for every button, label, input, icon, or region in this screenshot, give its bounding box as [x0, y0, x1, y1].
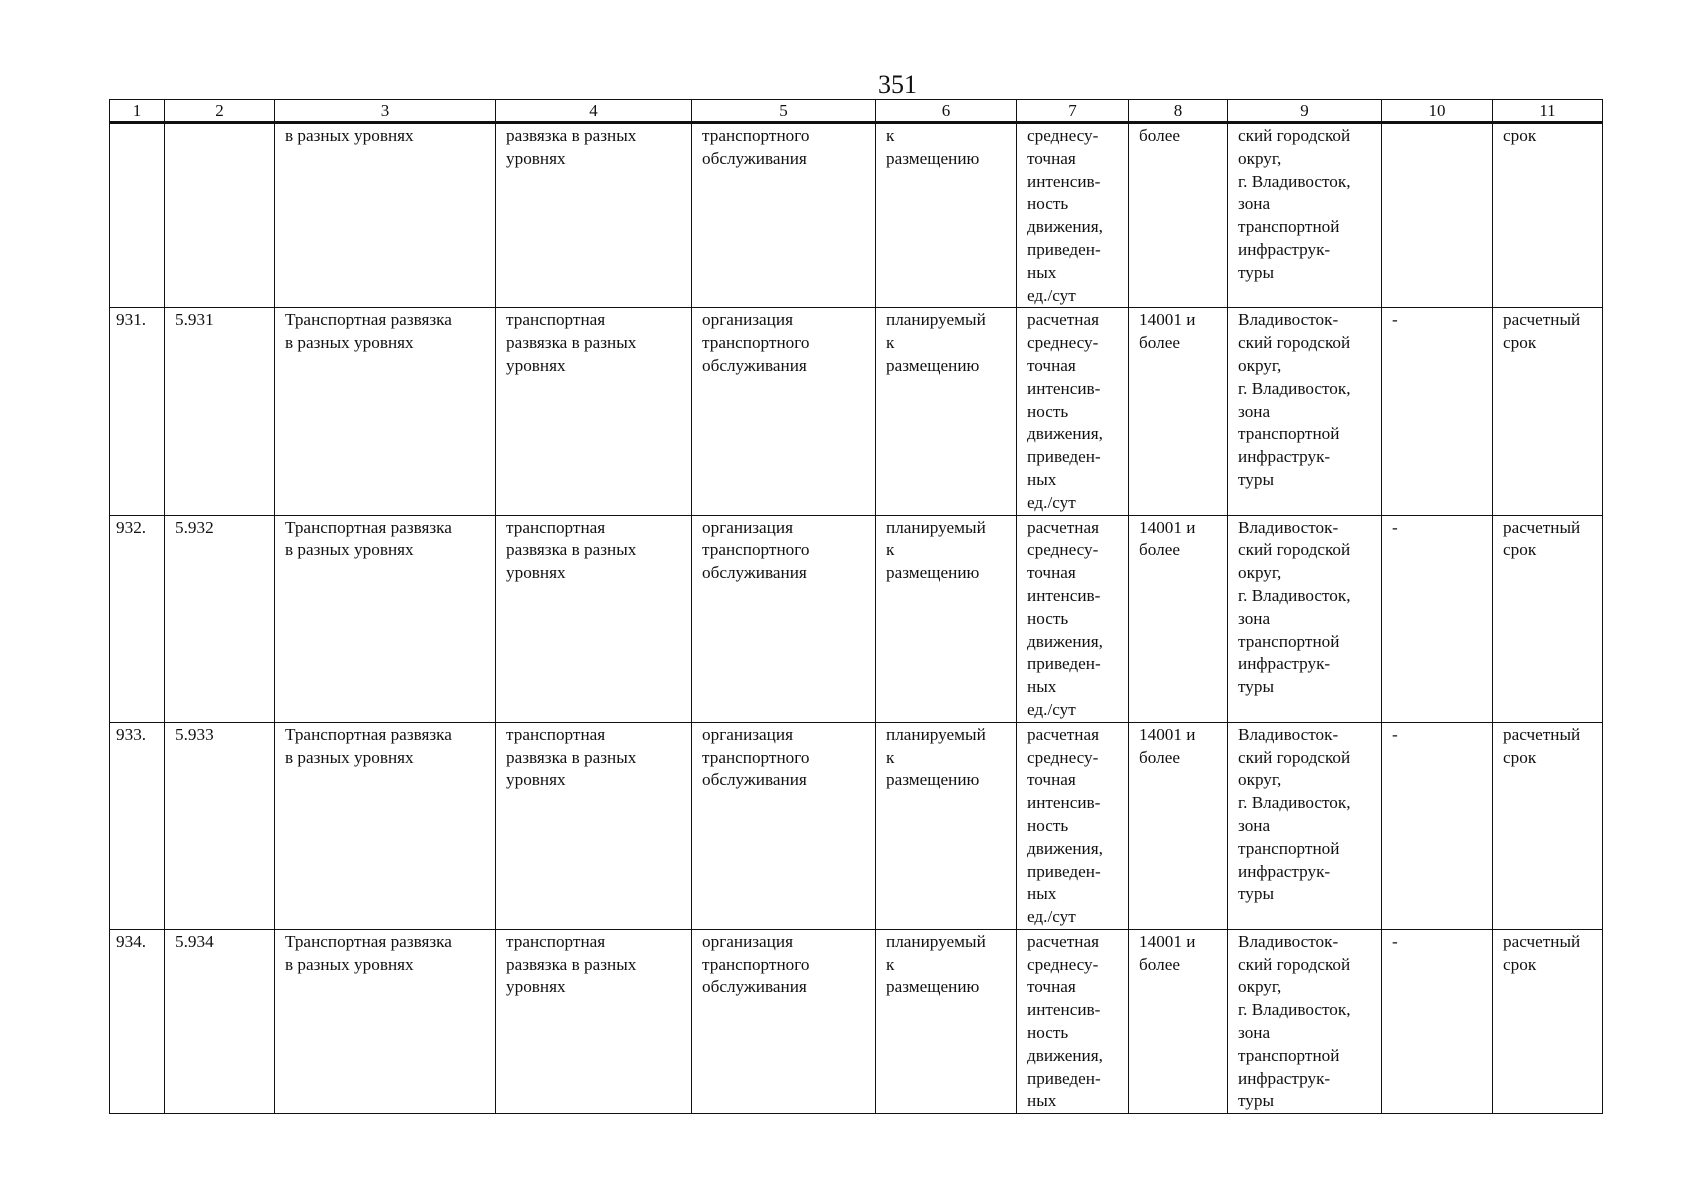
cell-text-line: зона — [1238, 401, 1271, 421]
table-cell-col-3 — [275, 515, 496, 722]
cell-text-line: ность — [1027, 194, 1069, 214]
cell-text-line: развязка в разных — [506, 333, 637, 353]
cell-text-line: ность — [1027, 608, 1069, 628]
table-cell-col-1 — [110, 929, 165, 1113]
cell-text-line: размещению — [886, 977, 980, 997]
cell-text-line: транспортной — [1238, 217, 1340, 237]
cell-text-line: движения, — [1027, 838, 1103, 858]
table-cell-col-8 — [1129, 722, 1228, 929]
cell-text-line: точная — [1027, 770, 1076, 790]
cell-text-line: инфраструк- — [1238, 239, 1331, 259]
table-cell-col-9 — [1228, 929, 1382, 1113]
cell-text-line: 933. — [116, 724, 147, 744]
table-cell-col-4 — [496, 722, 692, 929]
cell-text-line: в разных уровнях — [285, 747, 414, 767]
cell-text-line: движения, — [1027, 631, 1103, 651]
cell-text-line: обслуживания — [702, 563, 807, 583]
cell-text-line: 5.933 — [175, 724, 214, 744]
cell-text-line: расчетная — [1027, 931, 1100, 951]
cell-text-line: ных — [1027, 469, 1057, 489]
cell-text-line: - — [1392, 310, 1398, 330]
cell-text-line: ных — [1027, 677, 1057, 697]
table-cell-col-7 — [1017, 308, 1129, 515]
cell-text-line: интенсив- — [1027, 793, 1101, 813]
cell-text-line: ных — [1027, 1091, 1057, 1111]
cell-text-line: зона — [1238, 815, 1271, 835]
cell-text-line: интенсив- — [1027, 585, 1101, 605]
table-cell-col-4 — [496, 123, 692, 308]
cell-text-line: ский городской — [1238, 954, 1351, 974]
cell-text-line: округ, — [1238, 563, 1282, 583]
table-cell-col-5 — [692, 308, 876, 515]
cell-text-line: к — [886, 333, 895, 353]
table-cell-col-4 — [496, 929, 692, 1113]
table-cell-col-11 — [1493, 123, 1603, 308]
cell-text-line: 14001 и — [1139, 517, 1196, 537]
column-header-10: 10 — [1382, 100, 1493, 123]
table-cell-col-6 — [876, 515, 1017, 722]
cell-text-line: уровнях — [506, 977, 566, 997]
cell-text-line: уровнях — [506, 770, 566, 790]
table-cell-col-7 — [1017, 929, 1129, 1113]
table-cell-col-5 — [692, 123, 876, 308]
cell-text-line: среднесу- — [1027, 126, 1099, 145]
table-row — [110, 722, 1603, 929]
table-cell-col-5 — [692, 722, 876, 929]
cell-text-line: ский городской — [1238, 333, 1351, 353]
cell-text-line: Владивосток- — [1238, 724, 1339, 744]
column-header-8: 8 — [1129, 100, 1228, 123]
cell-text-line: более — [1139, 126, 1180, 145]
column-header-2: 2 — [165, 100, 275, 123]
cell-text-line: ский городской — [1238, 540, 1351, 560]
cell-text-line: обслуживания — [702, 148, 807, 168]
cell-text-line: срок — [1503, 333, 1537, 353]
table-cell-col-11 — [1493, 308, 1603, 515]
cell-text-line: 14001 и — [1139, 310, 1196, 330]
cell-text-line: в разных уровнях — [285, 333, 414, 353]
table-row — [110, 123, 1603, 308]
cell-text-line: - — [1392, 724, 1398, 744]
cell-text-line: приведен- — [1027, 239, 1101, 259]
cell-text-line: инфраструк- — [1238, 861, 1331, 881]
table-cell-col-10 — [1382, 929, 1493, 1113]
table-header — [110, 100, 1603, 123]
table-cell-col-6 — [876, 308, 1017, 515]
cell-text-line: расчетный — [1503, 931, 1581, 951]
cell-text-line: уровнях — [506, 563, 566, 583]
cell-text-line: более — [1139, 540, 1180, 560]
table-cell-col-3 — [275, 722, 496, 929]
cell-text-line: 14001 и — [1139, 724, 1196, 744]
cell-text-line: к — [886, 126, 895, 145]
cell-text-line: г. Владивосток, — [1238, 1000, 1351, 1020]
cell-text-line: точная — [1027, 355, 1076, 375]
column-header-7: 7 — [1017, 100, 1129, 123]
cell-text-line: транспортная — [506, 517, 606, 537]
table-cell-col-7 — [1017, 515, 1129, 722]
table-cell-col-3 — [275, 308, 496, 515]
cell-text-line: планируемый — [886, 724, 986, 744]
cell-text-line: Владивосток- — [1238, 931, 1339, 951]
cell-text-line: транспортного — [702, 540, 810, 560]
cell-text-line: точная — [1027, 148, 1076, 168]
table-cell-col-10 — [1382, 308, 1493, 515]
cell-text-line: приведен- — [1027, 447, 1101, 467]
cell-text-line: уровнях — [506, 355, 566, 375]
cell-text-line: срок — [1503, 747, 1537, 767]
cell-text-line: размещению — [886, 770, 980, 790]
cell-text-line: обслуживания — [702, 770, 807, 790]
table-cell-col-9 — [1228, 722, 1382, 929]
cell-text-line: 5.932 — [175, 517, 214, 537]
cell-text-line: Владивосток- — [1238, 517, 1339, 537]
table-cell-col-11 — [1493, 515, 1603, 722]
table-cell-col-2 — [165, 515, 275, 722]
cell-text-line: среднесу- — [1027, 540, 1099, 560]
table-cell-col-9 — [1228, 515, 1382, 722]
cell-text-line: г. Владивосток, — [1238, 585, 1351, 605]
table-cell-col-2 — [165, 123, 275, 308]
cell-text-line: зона — [1238, 1023, 1271, 1043]
cell-text-line: инфраструк- — [1238, 654, 1331, 674]
cell-text-line: более — [1139, 954, 1180, 974]
table-cell-col-10 — [1382, 515, 1493, 722]
cell-text-line: транспортной — [1238, 631, 1340, 651]
table-row — [110, 515, 1603, 722]
cell-text-line: 5.934 — [175, 931, 214, 951]
cell-text-line: 932. — [116, 517, 147, 537]
cell-text-line: ность — [1027, 815, 1069, 835]
cell-text-line: среднесу- — [1027, 747, 1099, 767]
cell-text-line: транспортная — [506, 931, 606, 951]
cell-text-line: г. Владивосток, — [1238, 378, 1351, 398]
cell-text-line: инфраструк- — [1238, 1068, 1331, 1088]
cell-text-line: среднесу- — [1027, 333, 1099, 353]
cell-text-line: развязка в разных — [506, 126, 637, 145]
cell-text-line: движения, — [1027, 217, 1103, 237]
cell-text-line: Транспортная развязка — [285, 310, 452, 330]
cell-text-line: Транспортная развязка — [285, 931, 452, 951]
cell-text-line: округ, — [1238, 977, 1282, 997]
cell-text-line: расчетная — [1027, 517, 1100, 537]
cell-text-line: Транспортная развязка — [285, 724, 452, 744]
cell-text-line: транспортной — [1238, 1045, 1340, 1065]
cell-text-line: срок — [1503, 540, 1537, 560]
cell-text-line: расчетный — [1503, 724, 1581, 744]
cell-text-line: обслуживания — [702, 977, 807, 997]
cell-text-line: организация — [702, 310, 793, 330]
cell-text-line: обслуживания — [702, 355, 807, 375]
cell-text-line: туры — [1238, 677, 1275, 697]
cell-text-line: транспортная — [506, 310, 606, 330]
page-number: 351 — [878, 70, 917, 99]
cell-text-line: более — [1139, 747, 1180, 767]
table-cell-col-2 — [165, 722, 275, 929]
cell-text-line: транспортного — [702, 954, 810, 974]
cell-text-line: развязка в разных — [506, 954, 637, 974]
table-cell-col-2 — [165, 308, 275, 515]
column-header-1: 1 — [110, 100, 165, 123]
data-table — [109, 99, 1603, 1114]
cell-text-line: организация — [702, 931, 793, 951]
cell-text-line: интенсив- — [1027, 378, 1101, 398]
cell-text-line: транспортного — [702, 333, 810, 353]
column-header-9: 9 — [1228, 100, 1382, 123]
cell-text-line: планируемый — [886, 931, 986, 951]
cell-text-line: ных — [1027, 884, 1057, 904]
cell-text-line: ский городской — [1238, 126, 1351, 145]
cell-text-line: округ, — [1238, 355, 1282, 375]
cell-text-line: зона — [1238, 608, 1271, 628]
table-cell-col-4 — [496, 308, 692, 515]
table-cell-col-3 — [275, 123, 496, 308]
cell-text-line: точная — [1027, 563, 1076, 583]
cell-text-line: в разных уровнях — [285, 954, 414, 974]
cell-text-line: среднесу- — [1027, 954, 1099, 974]
cell-text-line: транспортная — [506, 724, 606, 744]
cell-text-line: зона — [1238, 194, 1271, 214]
cell-text-line: ность — [1027, 401, 1069, 421]
table-cell-col-8 — [1129, 515, 1228, 722]
cell-text-line: 934. — [116, 931, 147, 951]
cell-text-line: расчетная — [1027, 310, 1100, 330]
cell-text-line: расчетный — [1503, 517, 1581, 537]
cell-text-line: уровнях — [506, 148, 566, 168]
cell-text-line: Транспортная развязка — [285, 517, 452, 537]
cell-text-line: к — [886, 540, 895, 560]
cell-text-line: ность — [1027, 1023, 1069, 1043]
cell-text-line: - — [1392, 517, 1398, 537]
table-cell-col-8 — [1129, 123, 1228, 308]
table-cell-col-2 — [165, 929, 275, 1113]
cell-text-line: планируемый — [886, 517, 986, 537]
table-cell-col-3 — [275, 929, 496, 1113]
cell-text-line: к — [886, 954, 895, 974]
cell-text-line: к — [886, 747, 895, 767]
table-cell-col-1 — [110, 308, 165, 515]
table-cell-col-10 — [1382, 722, 1493, 929]
cell-text-line: транспортной — [1238, 838, 1340, 858]
cell-text-line: транспортной — [1238, 424, 1340, 444]
table-cell-col-9 — [1228, 123, 1382, 308]
cell-text-line: 5.931 — [175, 310, 214, 330]
cell-text-line: инфраструк- — [1238, 447, 1331, 467]
cell-text-line: приведен- — [1027, 1068, 1101, 1088]
cell-text-line: приведен- — [1027, 654, 1101, 674]
cell-text-line: г. Владивосток, — [1238, 793, 1351, 813]
cell-text-line: движения, — [1027, 424, 1103, 444]
table-body — [110, 123, 1603, 1114]
table-cell-col-11 — [1493, 722, 1603, 929]
table-cell-col-9 — [1228, 308, 1382, 515]
table-row — [110, 308, 1603, 515]
cell-text-line: ед./сут — [1027, 907, 1076, 927]
table-cell-col-6 — [876, 123, 1017, 308]
cell-text-line: размещению — [886, 148, 980, 168]
table-cell-col-1 — [110, 123, 165, 308]
column-header-5: 5 — [692, 100, 876, 123]
cell-text-line: точная — [1027, 977, 1076, 997]
cell-text-line: срок — [1503, 954, 1537, 974]
table-cell-col-7 — [1017, 123, 1129, 308]
column-header-6: 6 — [876, 100, 1017, 123]
table-row — [110, 929, 1603, 1113]
cell-text-line: 931. — [116, 310, 147, 330]
table-cell-col-6 — [876, 722, 1017, 929]
table-cell-col-5 — [692, 515, 876, 722]
cell-text-line: размещению — [886, 355, 980, 375]
cell-text-line: 14001 и — [1139, 931, 1196, 951]
cell-text-line: в разных уровнях — [285, 126, 414, 145]
column-header-11: 11 — [1493, 100, 1603, 123]
table-cell-col-1 — [110, 515, 165, 722]
cell-text-line: транспортного — [702, 747, 810, 767]
cell-text-line: интенсив- — [1027, 1000, 1101, 1020]
cell-text-line: развязка в разных — [506, 747, 637, 767]
cell-text-line: расчетная — [1027, 724, 1100, 744]
cell-text-line: в разных уровнях — [285, 540, 414, 560]
cell-text-line: туры — [1238, 469, 1275, 489]
cell-text-line: туры — [1238, 262, 1275, 282]
cell-text-line: Владивосток- — [1238, 310, 1339, 330]
cell-text-line: - — [1392, 931, 1398, 951]
cell-text-line: туры — [1238, 884, 1275, 904]
cell-text-line: ед./сут — [1027, 285, 1076, 305]
cell-text-line: срок — [1503, 126, 1537, 145]
column-header-4: 4 — [496, 100, 692, 123]
cell-text-line: транспортного — [702, 126, 810, 145]
table-cell-col-5 — [692, 929, 876, 1113]
cell-text-line: ский городской — [1238, 747, 1351, 767]
column-header-3: 3 — [275, 100, 496, 123]
table-cell-col-4 — [496, 515, 692, 722]
cell-text-line: организация — [702, 517, 793, 537]
table-cell-col-1 — [110, 722, 165, 929]
cell-text-line: г. Владивосток, — [1238, 171, 1351, 191]
cell-text-line: приведен- — [1027, 861, 1101, 881]
cell-text-line: расчетный — [1503, 310, 1581, 330]
cell-text-line: организация — [702, 724, 793, 744]
cell-text-line: движения, — [1027, 1045, 1103, 1065]
cell-text-line: ных — [1027, 262, 1057, 282]
cell-text-line: планируемый — [886, 310, 986, 330]
table-cell-col-8 — [1129, 929, 1228, 1113]
cell-text-line: туры — [1238, 1091, 1275, 1111]
table-cell-col-6 — [876, 929, 1017, 1113]
cell-text-line: развязка в разных — [506, 540, 637, 560]
table-cell-col-11 — [1493, 929, 1603, 1113]
cell-text-line: округ, — [1238, 148, 1282, 168]
table-cell-col-8 — [1129, 308, 1228, 515]
cell-text-line: ед./сут — [1027, 492, 1076, 512]
cell-text-line: ед./сут — [1027, 699, 1076, 719]
table-cell-col-10 — [1382, 123, 1493, 308]
header-row — [110, 100, 1603, 123]
table-cell-col-7 — [1017, 722, 1129, 929]
cell-text-line: более — [1139, 333, 1180, 353]
cell-text-line: размещению — [886, 563, 980, 583]
cell-text-line: округ, — [1238, 770, 1282, 790]
cell-text-line: интенсив- — [1027, 171, 1101, 191]
